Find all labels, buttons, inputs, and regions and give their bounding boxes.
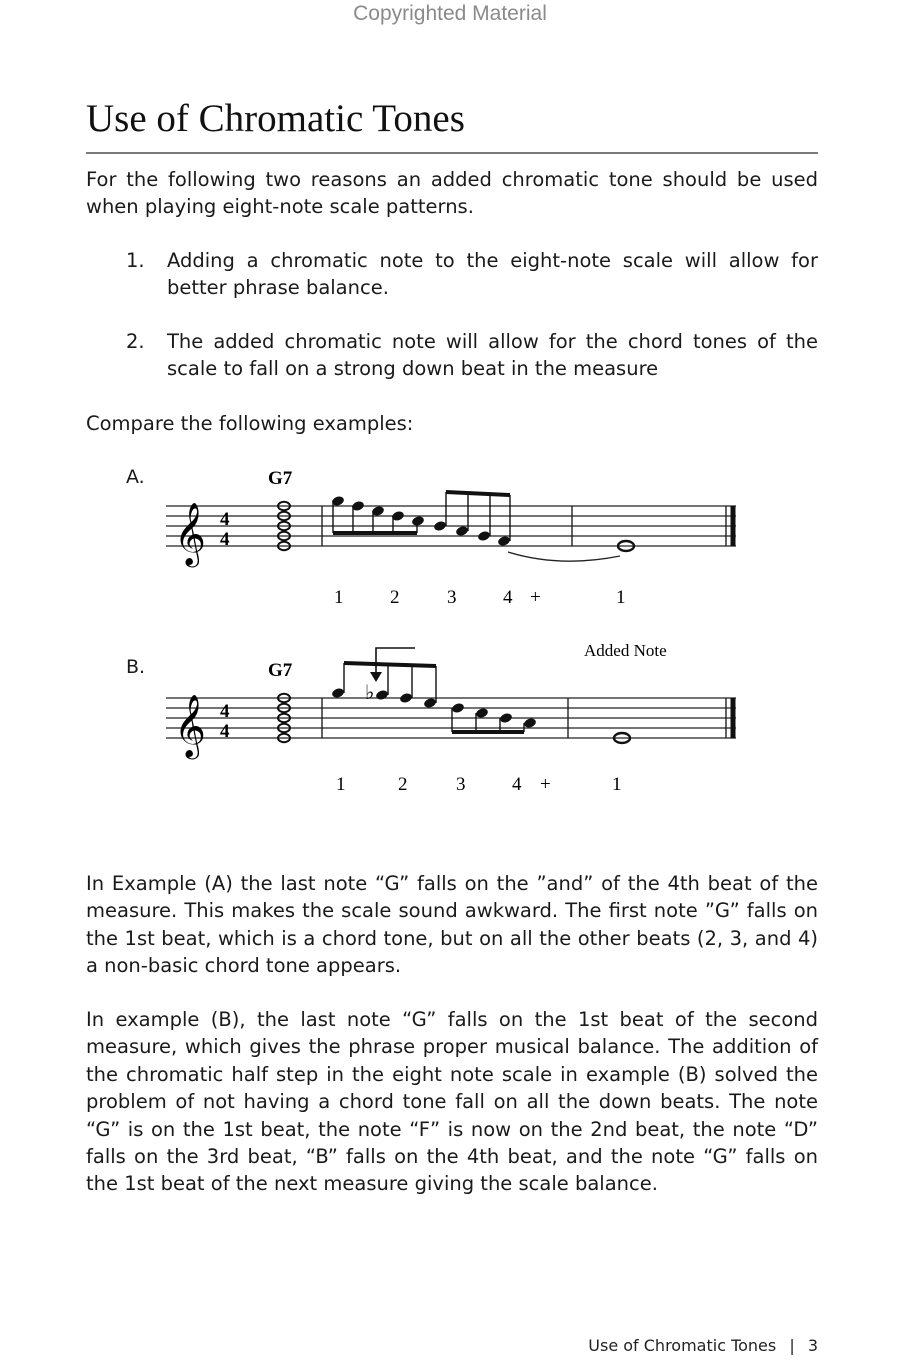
added-note-label: Added Note bbox=[584, 641, 667, 660]
reason-1-number: 1. bbox=[126, 249, 145, 272]
count-4: 4 bbox=[512, 774, 522, 795]
example-a-label: A. bbox=[126, 466, 145, 488]
count-and: + bbox=[530, 587, 541, 608]
flat-icon: ♭ bbox=[365, 682, 375, 704]
example-b-chord: G7 bbox=[268, 660, 293, 681]
count-and: + bbox=[540, 774, 551, 795]
count-3: 3 bbox=[456, 774, 466, 795]
staff-lines bbox=[166, 506, 736, 546]
time-sig-bottom: 4 bbox=[220, 529, 230, 550]
footer-separator: | bbox=[789, 1336, 795, 1355]
staff-lines bbox=[166, 698, 736, 738]
count-4: 4 bbox=[503, 587, 513, 608]
arrow-down-icon bbox=[370, 672, 382, 682]
example-b-label: B. bbox=[126, 656, 146, 678]
count-1-next: 1 bbox=[612, 774, 622, 795]
example-b-staff bbox=[160, 636, 760, 806]
example-a-staff bbox=[160, 460, 760, 620]
example-a-chord: G7 bbox=[268, 468, 293, 489]
time-sig-bottom: 4 bbox=[220, 721, 230, 742]
page-footer bbox=[588, 1336, 818, 1355]
count-2: 2 bbox=[398, 774, 408, 795]
treble-clef-icon: 𝄞 bbox=[174, 504, 206, 564]
intro-paragraph: For the following two reasons an added chromatic tone should be used when playing eight-note scale patterns. bbox=[86, 168, 818, 219]
treble-clef-icon: 𝄞 bbox=[174, 696, 206, 756]
watermark: Copyrighted Material bbox=[353, 2, 547, 25]
time-sig-top: 4 bbox=[220, 509, 230, 530]
page-number: 3 bbox=[807, 1336, 818, 1355]
footer-title: Use of Chromatic Tones bbox=[588, 1336, 777, 1355]
paragraph-example-b: In example (B), the last note “G” falls on the 1st beat of the second measure, which gives the phrase proper musical balance. The addition of the chromatic half step in the eight note scale in example (B) solved the problem of not having a chord tone fall on all the down beats. The note “G” is on the 1st beat, the note “F” is now on the 2nd beat, the note “D” falls on the 3rd beat, “B” falls on the 4th beat, and the note “G” falls on the 1st beat of the next measure giving the scale balance. bbox=[86, 1008, 818, 1196]
count-1: 1 bbox=[334, 587, 344, 608]
time-sig-top: 4 bbox=[220, 701, 230, 722]
compare-intro: Compare the following examples: bbox=[86, 412, 414, 435]
title-rule bbox=[86, 152, 818, 154]
reason-1-text: Adding a chromatic note to the eight-note scale will allow for better phrase balance. bbox=[167, 249, 818, 300]
count-1-next: 1 bbox=[616, 587, 626, 608]
reason-2-text: The added chromatic note will allow for the chord tones of the scale to fall on a strong down beat in the measure bbox=[167, 330, 818, 381]
paragraph-example-a: In Example (A) the last note “G” falls on the ”and” of the 4th beat of the measure. This makes the scale sound awkward. The first note ”G” falls on the 1st beat, which is a chord tone, but on all the other beats (2, 3, and 4) a non-basic chord tone appears. bbox=[86, 872, 818, 978]
page-title: Use of Chromatic Tones bbox=[86, 97, 465, 140]
count-2: 2 bbox=[390, 587, 400, 608]
count-3: 3 bbox=[447, 587, 457, 608]
count-1: 1 bbox=[336, 774, 346, 795]
reason-2-number: 2. bbox=[126, 330, 145, 353]
